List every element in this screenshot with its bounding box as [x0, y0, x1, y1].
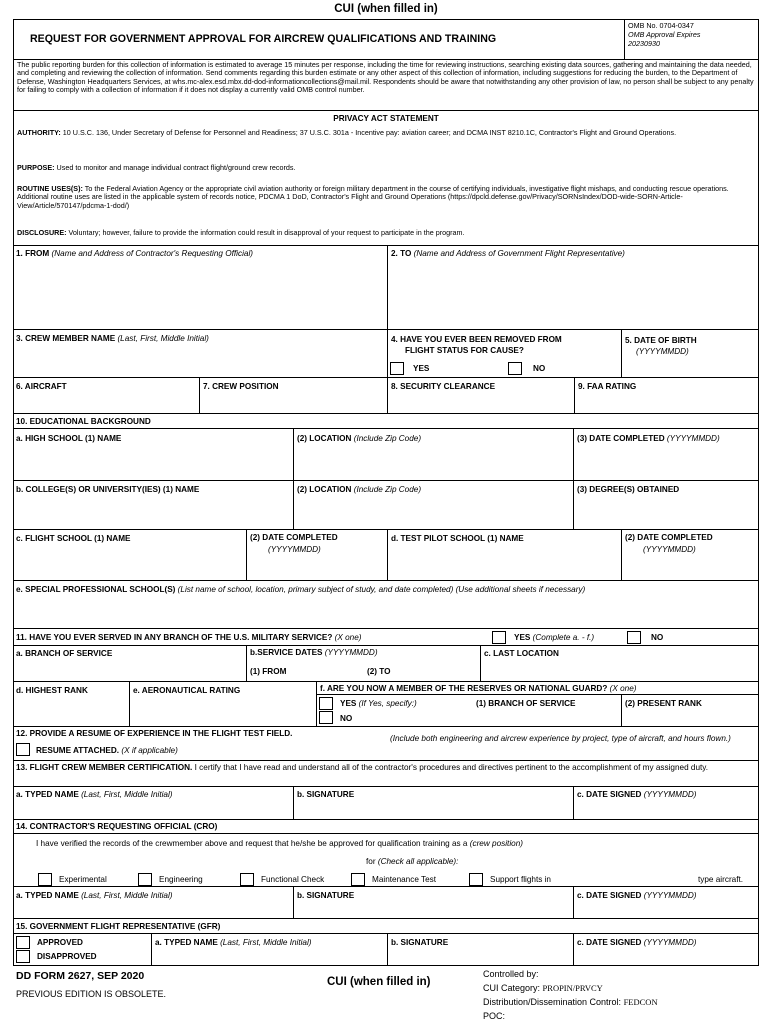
field-13c-date-input[interactable]: [576, 802, 756, 818]
field-15-disapproved-label: DISAPPROVED: [37, 952, 97, 961]
field-10b-college-location-label: (2) LOCATION (Include Zip Code): [297, 485, 422, 494]
field-11a-branch-input[interactable]: [15, 661, 244, 680]
field-5-dob-input[interactable]: [624, 359, 756, 376]
field-14-experimental-label: Experimental: [59, 875, 107, 884]
field-11-no-checkbox[interactable]: [627, 631, 641, 644]
field-10a-hs-name-label: a. HIGH SCHOOL (1) NAME: [16, 434, 122, 443]
field-11b-dates-label: b.SERVICE DATES (YYYYMMDD): [250, 648, 378, 657]
field-11e-aero-label: e. AERONAUTICAL RATING: [133, 686, 241, 695]
field-14c-date-input[interactable]: [576, 903, 756, 917]
cui-banner-bottom: CUI (when filled in): [327, 976, 431, 988]
field-14-experimental-checkbox[interactable]: [38, 873, 52, 886]
form-title: REQUEST FOR GOVERNMENT APPROVAL FOR AIRCREW QUALIFICATIONS AND TRAINING: [30, 33, 497, 45]
field-2-to-label: 2. TO (Name and Address of Government Flight Representative): [391, 249, 625, 258]
field-10c-date-label: (2) DATE COMPLETED: [250, 533, 338, 542]
field-1-from-input[interactable]: [15, 262, 385, 328]
field-10b-college-name-label: b. COLLEGE(S) OR UNIVERSITY(IES) (1) NAME: [16, 485, 200, 494]
field-10b-degree-input[interactable]: [576, 497, 756, 528]
field-4-no-checkbox[interactable]: [508, 362, 522, 375]
field-13c-date-label: c. DATE SIGNED (YYYYMMDD): [577, 790, 697, 799]
field-10d-date-input[interactable]: [624, 557, 756, 579]
privacy-purpose: PURPOSE: Used to monitor and manage individual contract flight/ground crew records.: [17, 163, 296, 172]
privacy-heading: PRIVACY ACT STATEMENT: [333, 114, 439, 123]
field-15a-name-input[interactable]: [154, 950, 385, 964]
field-12-resume-checkbox[interactable]: [16, 743, 30, 756]
field-10e-special-input[interactable]: [15, 597, 756, 627]
field-14-support-label: Support flights in: [490, 875, 551, 884]
field-14-engineering-checkbox[interactable]: [138, 873, 152, 886]
field-14b-signature-label: b. SIGNATURE: [297, 891, 355, 900]
field-10a-hs-date-input[interactable]: [576, 446, 756, 479]
field-11b-from-label: (1) FROM: [250, 667, 287, 676]
field-5-dob-label: 5. DATE OF BIRTH: [625, 336, 697, 345]
field-14a-name-label: a. TYPED NAME (Last, First, Middle Initial): [16, 891, 173, 900]
field-10d-test-pilot-label: d. TEST PILOT SCHOOL (1) NAME: [391, 534, 524, 543]
field-4-removed-label-2: FLIGHT STATUS FOR CAUSE?: [405, 346, 524, 355]
poc: POC:: [483, 1011, 506, 1021]
field-14c-date-label: c. DATE SIGNED (YYYYMMDD): [577, 891, 697, 900]
field-10d-date-label: (2) DATE COMPLETED: [625, 533, 713, 542]
section-14-text: I have verified the records of the crewmember above and request that he/she be approved for qualification training as a (crew position): [36, 839, 523, 848]
field-8-clearance-input[interactable]: [390, 394, 572, 412]
field-10a-hs-date-label: (3) DATE COMPLETED (YYYYMMDD): [577, 434, 720, 443]
field-11f-rank-label: (2) PRESENT RANK: [625, 699, 702, 708]
field-15b-signature-input[interactable]: [390, 950, 571, 964]
field-14-functional-check-label: Functional Check: [261, 875, 325, 884]
field-11c-last-location-label: c. LAST LOCATION: [484, 649, 559, 658]
field-11-yes-checkbox[interactable]: [492, 631, 506, 644]
burden-statement: The public reporting burden for this collection of information is estimated to average 15 minutes per response, including the time for reviewing instructions, searching existing data sources, gathering and maintaining the data needed, and completing and reviewing the collection of information. Send comments regarding this burden estimate or any other aspect of this collection of information, including suggestions for reducing the burden, to the Department of Defense, Washington Headquarters Services, at whs.mc-alex.esd.mbx.dd-dod-informationcollections@mail.mil. Respondents should be aware that notwithstanding any other provision of law, no person shall be subject to any penalty for failing to comply with a collection of information if it does not display a currently valid OMB control number.: [17, 60, 754, 95]
field-10d-date-hint: (YYYYMMDD): [643, 545, 696, 554]
previous-edition-note: PREVIOUS EDITION IS OBSOLETE.: [16, 989, 167, 999]
field-14-engineering-label: Engineering: [159, 875, 203, 884]
section-14-heading: 14. CONTRACTOR'S REQUESTING OFFICIAL (CRO): [16, 822, 218, 831]
field-6-aircraft-label: 6. AIRCRAFT: [16, 382, 67, 391]
field-11f-yes-checkbox[interactable]: [319, 697, 333, 710]
field-4-no-label: NO: [533, 364, 546, 373]
field-11-no-label: NO: [651, 633, 664, 642]
field-10a-hs-location-input[interactable]: [296, 446, 571, 479]
cui-banner-top: CUI (when filled in): [334, 3, 438, 15]
field-13a-name-input[interactable]: [15, 802, 291, 818]
field-10e-special-label: e. SPECIAL PROFESSIONAL SCHOOL(S) (List name of school, location, primary subject of study, and date completed) (Use additional sheets if necessary): [16, 585, 586, 594]
field-11c-last-location-input[interactable]: [483, 661, 756, 680]
field-11f-no-label: NO: [340, 714, 353, 723]
field-11e-aero-input[interactable]: [132, 698, 314, 725]
section-14-for: for (Check all applicable):: [366, 857, 459, 866]
field-10c-date-hint: (YYYYMMDD): [268, 545, 321, 554]
field-15a-name-label: a. TYPED NAME (Last, First, Middle Initial): [155, 938, 312, 947]
field-15-disapproved-checkbox[interactable]: [16, 950, 30, 963]
field-15-approved-label: APPROVED: [37, 938, 83, 947]
field-10c-flight-school-label: c. FLIGHT SCHOOL (1) NAME: [16, 534, 131, 543]
field-11f-branch-label: (1) BRANCH OF SERVICE: [476, 699, 576, 708]
field-13a-name-label: a. TYPED NAME (Last, First, Middle Initial): [16, 790, 173, 799]
field-12-resume-label: RESUME ATTACHED. (X if applicable): [36, 746, 178, 755]
field-1-from-label: 1. FROM (Name and Address of Contractor's Requesting Official): [16, 249, 253, 258]
field-11f-rank-input[interactable]: [624, 710, 756, 725]
field-10b-college-location-input[interactable]: [296, 497, 571, 528]
privacy-disclosure: DISCLOSURE: Voluntary; however, failure to provide the information could result in disapproval of your request to participate in the program.: [17, 228, 465, 237]
field-10b-college-name-input[interactable]: [15, 497, 291, 528]
form-id: DD FORM 2627, SEP 2020: [16, 970, 145, 982]
field-14-type-aircraft-label: type aircraft.: [698, 875, 744, 884]
section-13-certification: 13. FLIGHT CREW MEMBER CERTIFICATION. I certify that I have read and understand all of the contractor's procedures and directives pertinent to the accomplishment of my assigned duty.: [16, 763, 709, 772]
distribution-control: Distribution/Dissemination Control: FEDCON: [483, 997, 658, 1007]
field-14-functional-check-checkbox[interactable]: [240, 873, 254, 886]
controlled-by: Controlled by:: [483, 969, 539, 979]
field-11d-rank-label: d. HIGHEST RANK: [16, 686, 88, 695]
cui-category: CUI Category: PROPIN/PRVCY: [483, 983, 603, 993]
privacy-authority: AUTHORITY: 10 U.S.C. 136, Under Secretary of Defense for Personnel and Readiness; 37 U.S.C. 301a - Incentive pay: aviation career; and DCMA INST 8210.1C, Contractor's Flight and Ground Operations.: [17, 128, 677, 137]
field-7-crew-position-label: 7. CREW POSITION: [203, 382, 279, 391]
omb-expires-date: 20230930: [628, 39, 660, 48]
field-9-faa-input[interactable]: [577, 394, 756, 412]
field-4-yes-checkbox[interactable]: [390, 362, 404, 375]
field-14-maintenance-test-label: Maintenance Test: [372, 875, 437, 884]
field-8-clearance-label: 8. SECURITY CLEARANCE: [391, 382, 496, 391]
omb-expires-label: OMB Approval Expires: [628, 30, 701, 39]
field-5-dob-hint: (YYYYMMDD): [636, 347, 689, 356]
field-14a-name-input[interactable]: [15, 903, 291, 917]
privacy-routine-uses: ROUTINE USES(S): To the Federal Aviation Agency or the appropriate civil aviation authority or foreign military department in the course of certifying individuals, investigative flight mishaps, and conducting rescue operations. Additional routine uses are listed in the applicable system of records notice, PDCMA 1 DoD, Contractor's Flight and Ground Operations (https://dpcld.defense.gov/Privacy/SORNsIndex/DOD-wide-SORN-Article-View/Article/570147/pdcma-1-dod/): [17, 184, 729, 210]
section-11-label: 11. HAVE YOU EVER SERVED IN ANY BRANCH OF THE U.S. MILITARY SERVICE? (X one): [16, 633, 362, 642]
field-11b-to-label: (2) TO: [367, 667, 391, 676]
omb-number: OMB No. 0704-0347: [628, 21, 694, 30]
field-11f-reserve-label: f. ARE YOU NOW A MEMBER OF THE RESERVES OR NATIONAL GUARD? (X one): [320, 684, 637, 693]
field-3-crew-name-label: 3. CREW MEMBER NAME (Last, First, Middle Initial): [16, 334, 209, 343]
section-10-heading: 10. EDUCATIONAL BACKGROUND: [16, 417, 151, 426]
field-10d-test-pilot-input[interactable]: [390, 546, 619, 579]
field-10b-degree-label: (3) DEGREE(S) OBTAINED: [577, 485, 680, 494]
field-3-crew-name-input[interactable]: [15, 346, 385, 376]
field-2-to-input[interactable]: [390, 262, 756, 328]
field-4-yes-label: YES: [413, 364, 430, 373]
field-14-support-checkbox[interactable]: [469, 873, 483, 886]
field-13b-signature-label: b. SIGNATURE: [297, 790, 355, 799]
field-11a-branch-label: a. BRANCH OF SERVICE: [16, 649, 113, 658]
field-9-faa-label: 9. FAA RATING: [578, 382, 637, 391]
field-15c-date-input[interactable]: [576, 950, 756, 964]
field-7-crew-position-input[interactable]: [202, 394, 385, 412]
field-11f-no-checkbox[interactable]: [319, 711, 333, 724]
field-15c-date-label: c. DATE SIGNED (YYYYMMDD): [577, 938, 697, 947]
section-12-label: 12. PROVIDE A RESUME OF EXPERIENCE IN THE FLIGHT TEST FIELD.: [16, 729, 293, 738]
field-13b-signature-input[interactable]: [296, 802, 571, 818]
section-15-heading: 15. GOVERNMENT FLIGHT REPRESENTATIVE (GFR): [16, 922, 221, 931]
field-10c-date-input[interactable]: [249, 557, 385, 579]
field-10a-hs-name-input[interactable]: [15, 446, 291, 479]
field-15b-signature-label: b. SIGNATURE: [391, 938, 449, 947]
field-11-yes-label: YES (Complete a. - f.): [514, 633, 595, 642]
field-14b-signature-input[interactable]: [296, 903, 571, 917]
field-6-aircraft-input[interactable]: [15, 394, 197, 412]
field-14-maintenance-test-checkbox[interactable]: [351, 873, 365, 886]
field-15-approved-checkbox[interactable]: [16, 936, 30, 949]
field-11f-yes-label: YES (If Yes, specify:): [340, 699, 417, 708]
field-10c-flight-school-input[interactable]: [15, 546, 244, 579]
section-12-note: (Include both engineering and aircrew experience by project, type of aircraft, and hours flown.): [390, 734, 731, 743]
field-11d-rank-input[interactable]: [15, 698, 127, 725]
field-10a-hs-location-label: (2) LOCATION (Include Zip Code): [297, 434, 422, 443]
field-4-removed-label: 4. HAVE YOU EVER BEEN REMOVED FROM: [391, 335, 562, 344]
